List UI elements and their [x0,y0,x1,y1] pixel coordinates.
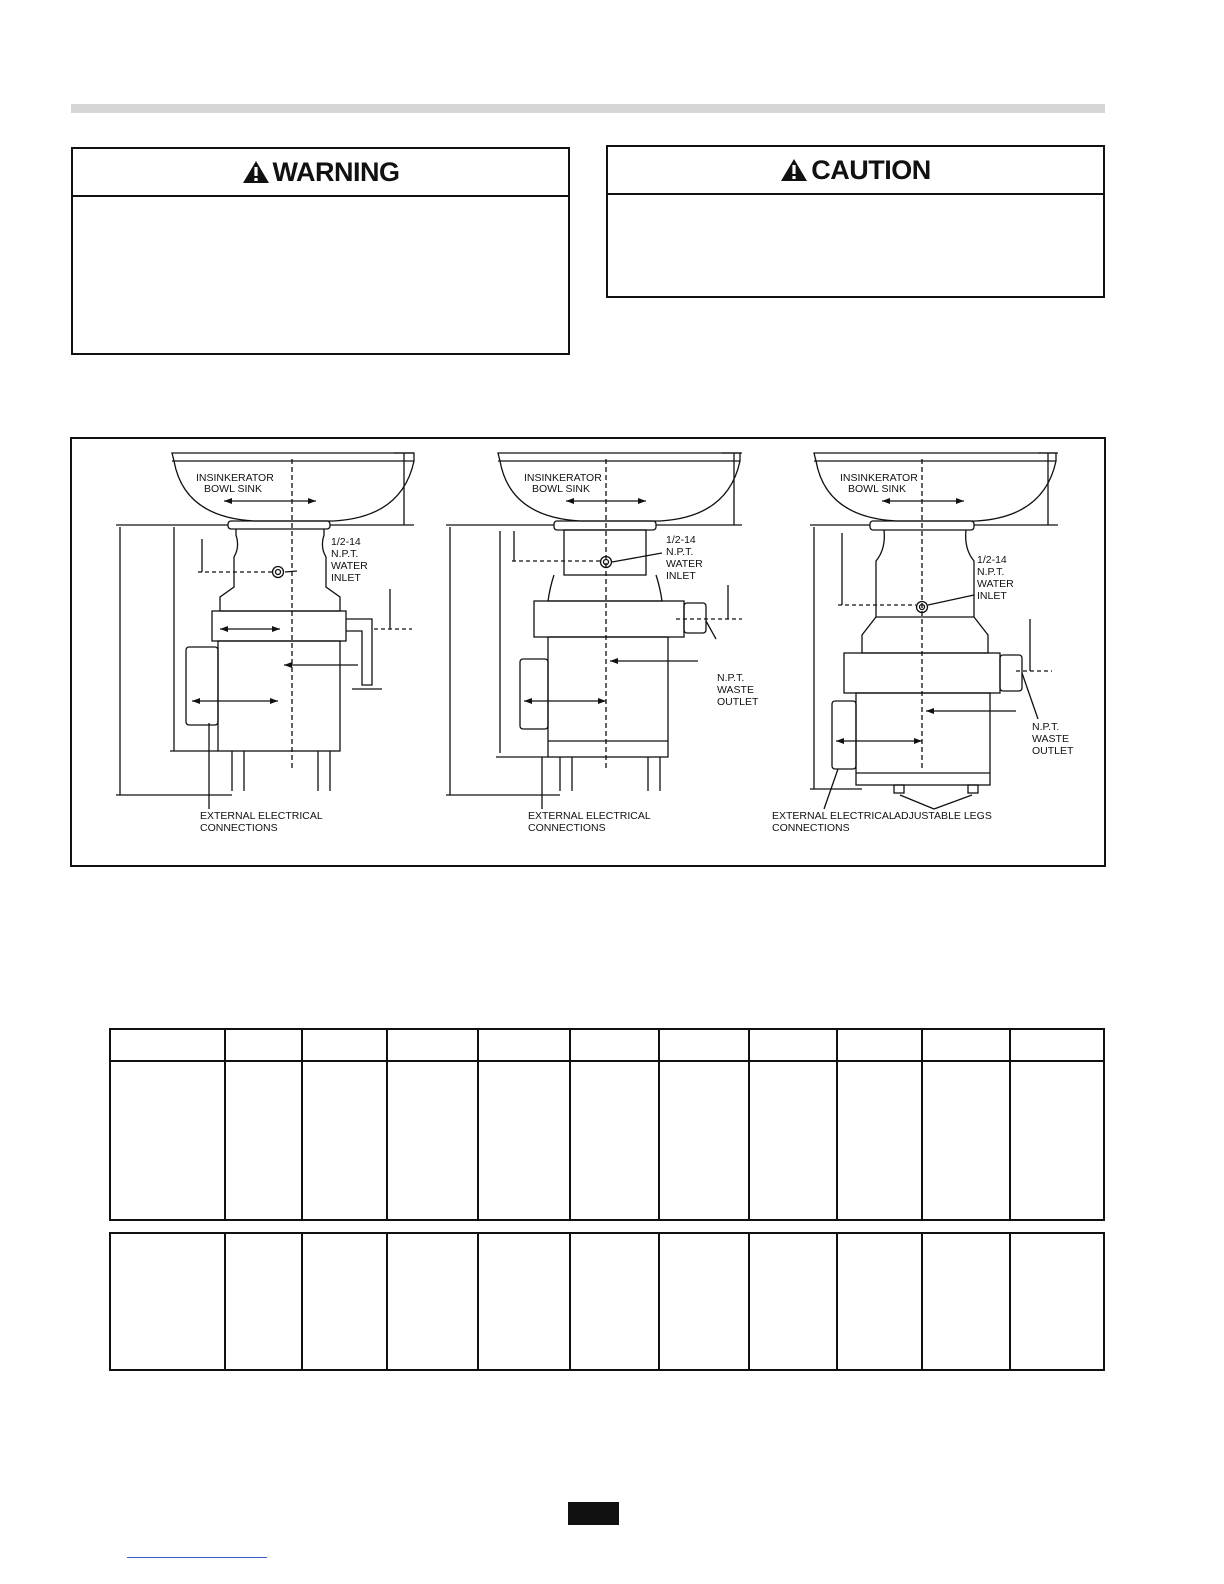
spec-table-2 [109,1232,1105,1371]
unit-3-outlet-label: N.P.T. [1032,721,1060,733]
unit-3-inlet-label-2: N.P.T. [977,566,1005,578]
spec-table-1 [109,1028,1105,1221]
warning-triangle-icon [242,160,270,184]
caution-box [606,145,1105,298]
unit-2-sink-label: INSINKERATOR [524,472,602,484]
header-rule [71,104,1105,113]
footer-link-underline[interactable] [127,1557,267,1558]
unit-1-inlet-label: 1/2-14 [331,536,361,548]
unit-2-drawing [446,453,745,809]
unit-3-inlet-label-3: WATER [977,578,1014,590]
unit-1-inlet-label-4: INLET [331,572,361,584]
page-number-tab [568,1502,619,1525]
unit-2-outlet-label-2: WASTE [717,684,754,696]
unit-2-electrical-label-2: CONNECTIONS [528,822,606,834]
caution-header [608,147,1103,195]
unit-3-electrical-label: EXTERNAL ELECTRICAL [772,810,895,822]
unit-1-sink-label: INSINKERATOR [196,472,274,484]
unit-2-inlet-label-4: INLET [666,570,696,582]
unit-2-sink-label-2: BOWL SINK [532,483,590,495]
table-row [110,1233,1104,1370]
unit-3-electrical-label-2: CONNECTIONS [772,822,850,834]
unit-3-inlet-label: 1/2-14 [977,554,1007,566]
warning-header [73,149,568,197]
unit-3-sink-label: INSINKERATOR [840,472,918,484]
unit-1-inlet-label-2: N.P.T. [331,548,359,560]
unit-2-outlet-label-3: OUTLET [717,696,759,708]
caution-title: CAUTION [811,154,931,185]
dimension-figure [70,437,1106,867]
warning-triangle-icon [780,158,808,182]
unit-3-outlet-label-2: WASTE [1032,733,1069,745]
unit-1-sink-label-2: BOWL SINK [204,483,262,495]
unit-3-inlet-label-4: INLET [977,590,1007,602]
unit-2-outlet-label: N.P.T. [717,672,745,684]
unit-2-inlet-label: 1/2-14 [666,534,696,546]
warning-title: WARNING [272,156,400,187]
unit-1-electrical-label: EXTERNAL ELECTRICAL [200,810,323,822]
unit-1-electrical-label-2: CONNECTIONS [200,822,278,834]
table-header-row [110,1029,1104,1061]
warning-box [71,147,570,355]
unit-2-electrical-label: EXTERNAL ELECTRICAL [528,810,651,822]
table-row [110,1061,1104,1220]
unit-1-inlet-label-3: WATER [331,560,368,572]
unit-1-drawing [116,453,414,809]
disposer-drawings [72,439,1104,865]
unit-2-inlet-label-2: N.P.T. [666,546,694,558]
unit-3-sink-label-2: BOWL SINK [848,483,906,495]
unit-3-legs-label: ADJUSTABLE LEGS [894,810,992,822]
unit-2-inlet-label-3: WATER [666,558,703,570]
unit-3-drawing [810,453,1058,809]
unit-3-outlet-label-3: OUTLET [1032,745,1074,757]
